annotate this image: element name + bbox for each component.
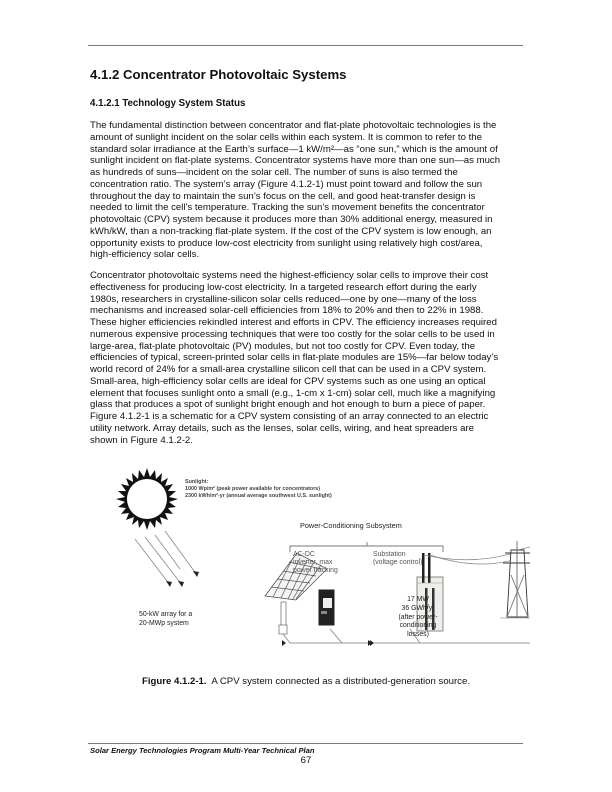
inverter-label-line: AC-DC <box>293 551 315 558</box>
array-label-line: 50-kW array for a <box>139 611 193 618</box>
inverter-label-line: inverter, max <box>293 559 333 567</box>
paragraph-2 <box>90 270 530 446</box>
output-label-line: conditioning <box>399 622 437 630</box>
text-line: glass that produces a spot of sunlight bright enough and hot enough to burn a piece of paper. <box>90 399 486 411</box>
transmission-tower-icon <box>500 541 530 618</box>
text-line: throughout the day to maintain the sun’s focus on the cell, and good heat-transfer design is <box>90 190 476 202</box>
sunlight-label <box>185 479 332 499</box>
substation-label-line: (voltage control) <box>373 559 423 567</box>
output-label-line: 17 MW <box>407 596 429 603</box>
array-label <box>139 610 192 628</box>
text-line: high-efficiency solar cells. <box>90 249 200 261</box>
paragraph-1 <box>90 120 530 261</box>
output-label-line: 36 GWh/yr <box>401 604 435 612</box>
text-line: photovoltaic (CPV) system because it produces more than 30% additional energy, measured in <box>90 214 493 225</box>
text-line: concentration ratio. The system’s array (Figure 4.1.2-1) must point toward and follow the sun <box>90 178 483 190</box>
footer-title: Solar Energy Technologies Program Multi-Year Technical Plan <box>90 746 315 755</box>
text-line: effectiveness for producing low-cost electricity. In a targeted research effort during the early <box>90 281 477 293</box>
inverter-label-line: power tracking <box>293 567 338 575</box>
sunlight-peak-power: 1000 Wp/m² (peak power available for concentrators) <box>185 485 321 492</box>
text-line: world record of 24% for a small-area crystalline silicon cell that can be used in a CPV system. <box>90 364 487 375</box>
output-label-line: (after power- <box>398 613 438 621</box>
text-line: needed to limit the cell’s temperature. Tracking the sun’s movement benefits the concentrator <box>90 202 485 214</box>
inverter-icon <box>319 590 334 625</box>
caption-label: Figure 4.1.2-1. <box>142 676 207 687</box>
text-line: kWh/kW, than a non-tracking flat-plate system. If the cost of the CPV system is low enough, an <box>90 225 492 237</box>
output-label <box>386 596 450 640</box>
text-line: standard solar irradiance at the Earth’s surface—1 kW/m²—as “one sun,” which is the amount of <box>90 143 498 155</box>
text-line: as hundreds of suns—incident on the solar cell. The number of suns is also termed the <box>90 167 458 178</box>
header-rule <box>88 45 523 46</box>
text-line: efficiencies of typical, screen-printed solar cells in flat-plate modules are 15%—far below today’s <box>90 352 499 364</box>
text-line: opportunity exists to produce low-cost electricity from sunlight using relatively high cost/area, <box>90 237 483 249</box>
sun-icon <box>116 468 178 530</box>
subsection-title: 4.1.2.1 Technology System Status <box>90 98 246 109</box>
text-line: mechanisms and increased solar-cell efficiencies from 18% to 20% and then to 22% in 1988. <box>90 305 484 317</box>
section-title: 4.1.2 Concentrator Photovoltaic Systems <box>90 67 347 82</box>
page-number: 67 <box>300 755 312 766</box>
text-line: Small-area, high-efficiency solar cells are ideal for CPV systems such as one using an optical <box>90 375 486 387</box>
text-line: Figure 4.1.2-1 is a schematic for a CPV system consisting of an array connected to an electric <box>90 411 489 422</box>
inverter-label <box>293 551 338 576</box>
figure-caption <box>0 676 612 687</box>
power-conditioning-label: Power-Conditioning Subsystem <box>300 521 402 530</box>
caption-text: A CPV system connected as a distributed-generation source. <box>211 676 470 687</box>
text-line: amount of sunlight incident on the solar cells within each system. It is common to refer to the <box>90 131 482 143</box>
text-line: utility network. Array details, such as the lenses, solar cells, wiring, and heat spreaders are <box>90 422 474 434</box>
sunlight-heading: Sunlight: <box>185 479 209 485</box>
sunlight-rays <box>135 531 199 587</box>
text-line: element that focuses sunlight onto a small (e.g., 1-cm x 1-cm) solar cell, much like a magnifying <box>90 387 496 399</box>
text-line: numerous expensive processing techniques that were too costly for the solar cells to be used in <box>90 328 495 340</box>
cpv-system-figure <box>110 465 530 665</box>
substation-label <box>373 551 422 567</box>
text-line: Concentrator photovoltaic systems need the highest-efficiency solar cells to improve their cost <box>90 270 489 281</box>
output-label-line: losses) <box>407 631 429 639</box>
text-line: large-area, flat-plate photovoltaic (PV) modules, but not too costly for CPV. Even today, the <box>90 340 476 352</box>
text-line: shown in Figure 4.1.2-2. <box>90 434 193 446</box>
array-label-line: 20-MWp system <box>139 620 189 627</box>
sunlight-annual-average: 2300 kWh/m²-yr (annual average southwest U.S. sunlight) <box>185 492 332 499</box>
substation-label-line: Substation <box>373 551 406 558</box>
text-line: sunlight incident on flat-plate systems. Concentrator systems have more than one sun—as much <box>90 155 501 167</box>
text-line: These higher efficiencies rekindled interest and efforts in CPV. The efficiency increases required <box>90 317 497 328</box>
text-line: 1980s, researchers in crystalline-silicon solar cells reduced—one by one—many of the loss <box>90 293 477 305</box>
text-line: The fundamental distinction between concentrator and flat-plate photovoltaic technologies is the <box>90 120 497 131</box>
footer-rule <box>88 743 523 744</box>
